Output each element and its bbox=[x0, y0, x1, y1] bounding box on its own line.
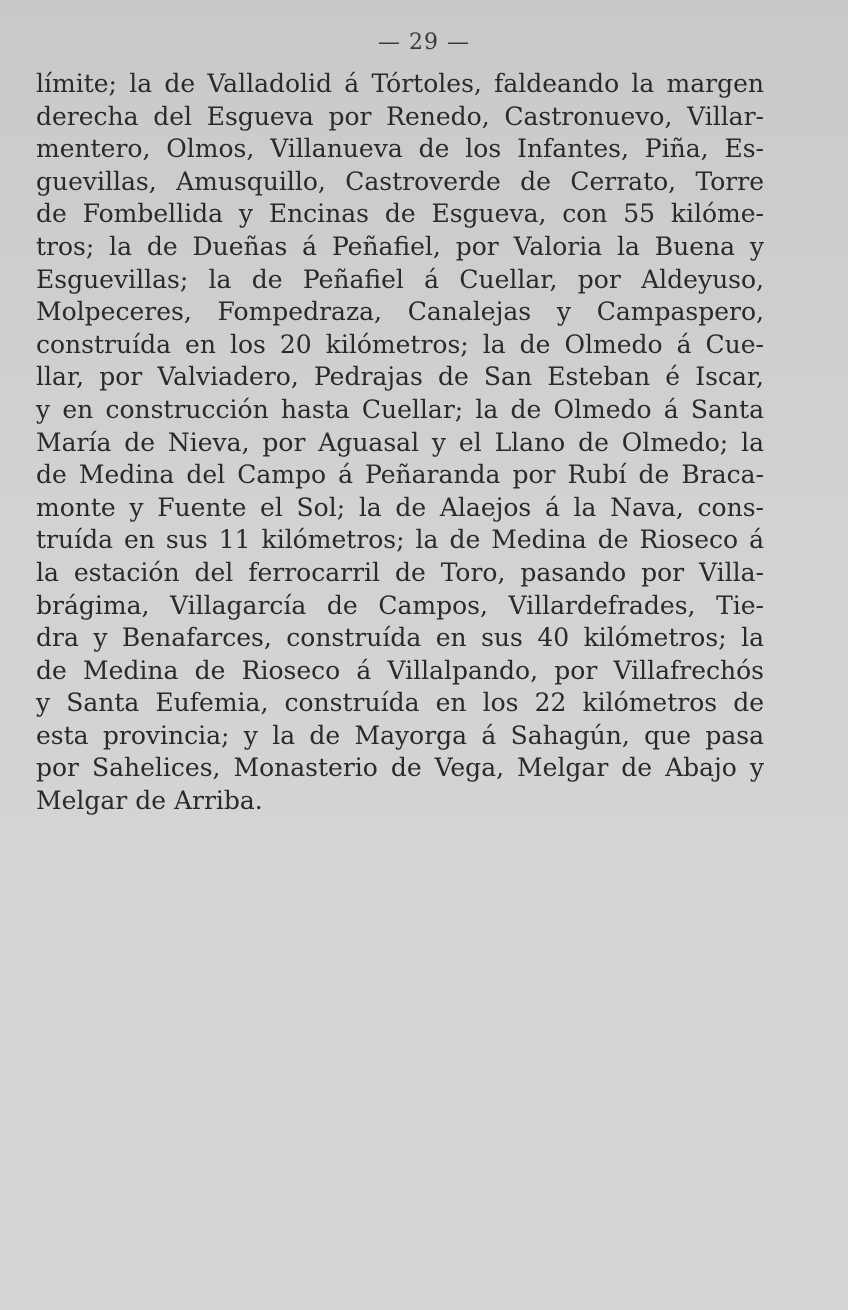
text-line: Esguevillas; la de Peñafiel á Cuellar, por Aldeyuso, bbox=[36, 264, 764, 294]
text-line: derecha del Esgueva por Renedo, Castronuevo, Villar- bbox=[36, 101, 764, 131]
body-text bbox=[36, 68, 764, 818]
text-line: de Fombellida y Encinas de Esgueva, con 55 kilóme- bbox=[36, 199, 764, 229]
text-line: llar, por Valviadero, Pedrajas de San Esteban é Iscar, bbox=[36, 362, 764, 392]
text-line: por Sahelices, Monasterio de Vega, Melgar de Abajo y bbox=[36, 753, 764, 783]
text-line: límite; la de Valladolid á Tórtoles, faldeando la margen bbox=[36, 69, 764, 98]
text-line: tros; la de Dueñas á Peñafiel, por Valoria la Buena y bbox=[36, 231, 764, 261]
text-line: dra y Benafarces, construída en sus 40 kilómetros; la bbox=[36, 623, 764, 653]
text-line: truída en sus 11 kilómetros; la de Medina de Rioseco á bbox=[36, 525, 764, 555]
text-line: Molpeceres, Fompedraza, Canalejas y Campaspero, bbox=[36, 297, 764, 327]
text-line: monte y Fuente el Sol; la de Alaejos á la Nava, cons- bbox=[36, 492, 764, 522]
text-line: de Medina de Rioseco á Villalpando, por Villafrechós bbox=[36, 655, 764, 685]
page-number: — 29 — bbox=[378, 30, 470, 55]
text-line: guevillas, Amusquillo, Castroverde de Cerrato, Torre bbox=[36, 166, 764, 196]
text-line: mentero, Olmos, Villanueva de los Infantes, Piña, Es- bbox=[36, 134, 764, 164]
text-line: Melgar de Arriba. bbox=[36, 786, 263, 816]
text-line: de Medina del Campo á Peñaranda por Rubí de Braca- bbox=[36, 460, 764, 490]
text-line: y Santa Eufemia, construída en los 22 kilómetros de bbox=[36, 688, 764, 718]
text-line: y en construcción hasta Cuellar; la de Olmedo á Santa bbox=[36, 394, 764, 424]
text-line: esta provincia; y la de Mayorga á Sahagún, que pasa bbox=[36, 720, 764, 750]
text-line: construída en los 20 kilómetros; la de Olmedo á Cue- bbox=[36, 329, 764, 359]
text-line: brágima, Villagarcía de Campos, Villardefrades, Tie- bbox=[36, 590, 764, 620]
text-line: la estación del ferrocarril de Toro, pasando por Villa- bbox=[36, 557, 764, 587]
text-line: María de Nieva, por Aguasal y el Llano de Olmedo; la bbox=[36, 427, 764, 457]
